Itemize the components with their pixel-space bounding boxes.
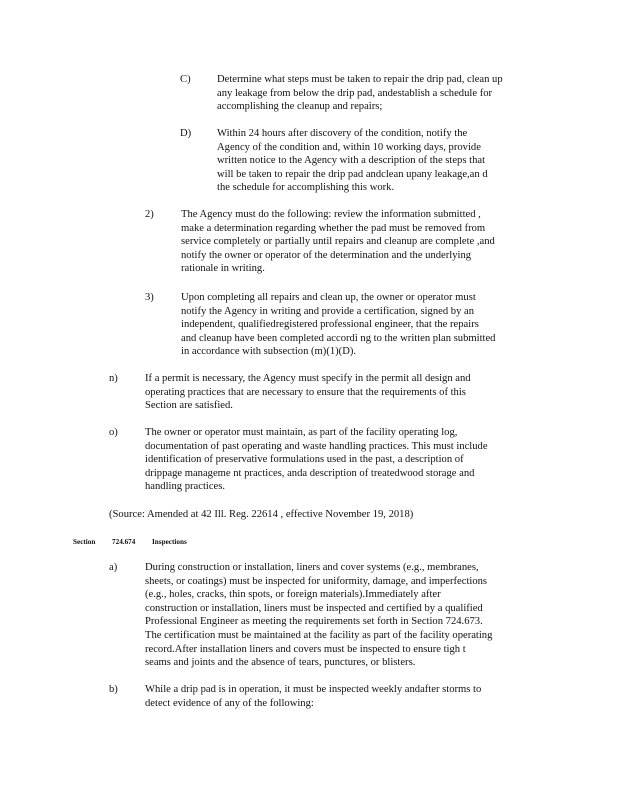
item-text-d <box>217 127 527 195</box>
item-text-a <box>145 561 533 670</box>
text-line: If a permit is necessary, the Agency must specify in the permit all design and <box>145 373 471 384</box>
text-line: (e.g., holes, cracks, thin spots, or foreign materials).Immediately after <box>145 589 441 601</box>
text-line: in accordance with subsection (m)(1)(D). <box>181 346 357 358</box>
text-line: The owner or operator must maintain, as part of the facility operating log, <box>145 427 458 438</box>
text-line: Agency of the condition and, within 10 working days, provide <box>217 141 481 153</box>
text-line: Determine what steps must be taken to repair the drip pad, clean up <box>217 74 503 85</box>
text-line: documentation of past operating and waste handling practices. This must include <box>145 440 488 452</box>
item-label-b: b) <box>109 684 118 695</box>
item-label-3: 3) <box>145 292 154 303</box>
text-line: detect evidence of any of the following: <box>145 697 314 709</box>
text-line: rationale in writing. <box>181 263 265 275</box>
item-label-a: a) <box>109 562 118 573</box>
item-text-2 <box>181 208 533 276</box>
item-text-c <box>217 73 543 114</box>
text-line: accomplishing the cleanup and repairs; <box>217 101 383 113</box>
text-line: seams and joints and the absence of tears, punctures, or blisters. <box>145 657 416 669</box>
item-label-d: D) <box>180 128 192 139</box>
item-text-n <box>145 372 517 413</box>
text-line: While a drip pad is in operation, it must be inspected weekly andafter storms to <box>145 684 482 695</box>
text-line: During construction or installation, liners and cover systems (e.g., membranes, <box>145 562 479 573</box>
text-line: record.After installation liners and covers must be inspected to ensure tigh t <box>145 643 466 655</box>
text-line: written notice to the Agency with a description of the steps that <box>217 155 486 167</box>
item-text-3 <box>181 291 533 359</box>
item-text-b <box>145 683 533 710</box>
text-line: Upon completing all repairs and clean up, the owner or operator must <box>181 292 476 303</box>
text-line: notify the owner or operator of the determination and the underlying <box>181 249 472 261</box>
text-line: identification of preservative formulations used in the past, a description of <box>145 454 464 466</box>
source-note: (Source: Amended at 42 Ill. Reg. 22614 , effective November 19, 2018) <box>109 509 414 520</box>
text-line: service completely or partially until repairs and cleanup are complete ,and <box>181 236 495 248</box>
text-line: will be taken to repair the drip pad andclean upany leakage,an d <box>217 168 488 180</box>
text-line: notify the Agency in writing and provide a certification, signed by an <box>181 305 475 317</box>
text-line: The Agency must do the following: review the information submitted , <box>181 209 481 220</box>
text-line: make a determination regarding whether the pad must be removed from <box>181 222 486 234</box>
text-line: sheets, or coatings) must be inspected for uniformity, damage, and imperfections <box>145 575 488 587</box>
section-word: Section <box>73 538 96 546</box>
item-label-2: 2) <box>145 209 154 220</box>
item-label-n: n) <box>109 373 118 384</box>
item-label-c: C) <box>180 74 191 85</box>
section-number: 724.674 <box>112 538 136 546</box>
item-text-o <box>145 426 533 494</box>
text-line: any leakage from below the drip pad, andestablish a schedule for <box>217 87 493 99</box>
item-label-o: o) <box>109 427 118 438</box>
text-line: the schedule for accomplishing this work. <box>217 182 395 194</box>
text-line: construction or installation, liners must be inspected and certified by a qualified <box>145 602 483 614</box>
text-line: independent, qualifiedregistered professional engineer, that the repairs <box>181 319 479 331</box>
text-line: drippage manageme nt practices, anda description of treatedwood storage and <box>145 467 475 479</box>
section-title: Inspections <box>152 538 187 546</box>
text-line: operating practices that are necessary to ensure that the requirements of this <box>145 386 466 398</box>
text-line: Section are satisfied. <box>145 400 233 412</box>
text-line: and cleanup have been completed accordi ng to the written plan submitted <box>181 332 496 344</box>
text-line: handling practices. <box>145 481 226 493</box>
text-line: Professional Engineer as meeting the requirements set forth in Section 724.673. <box>145 616 483 628</box>
text-line: The certification must be maintained at the facility as part of the facility operating <box>145 629 493 641</box>
text-line: Within 24 hours after discovery of the condition, notify the <box>217 128 468 139</box>
